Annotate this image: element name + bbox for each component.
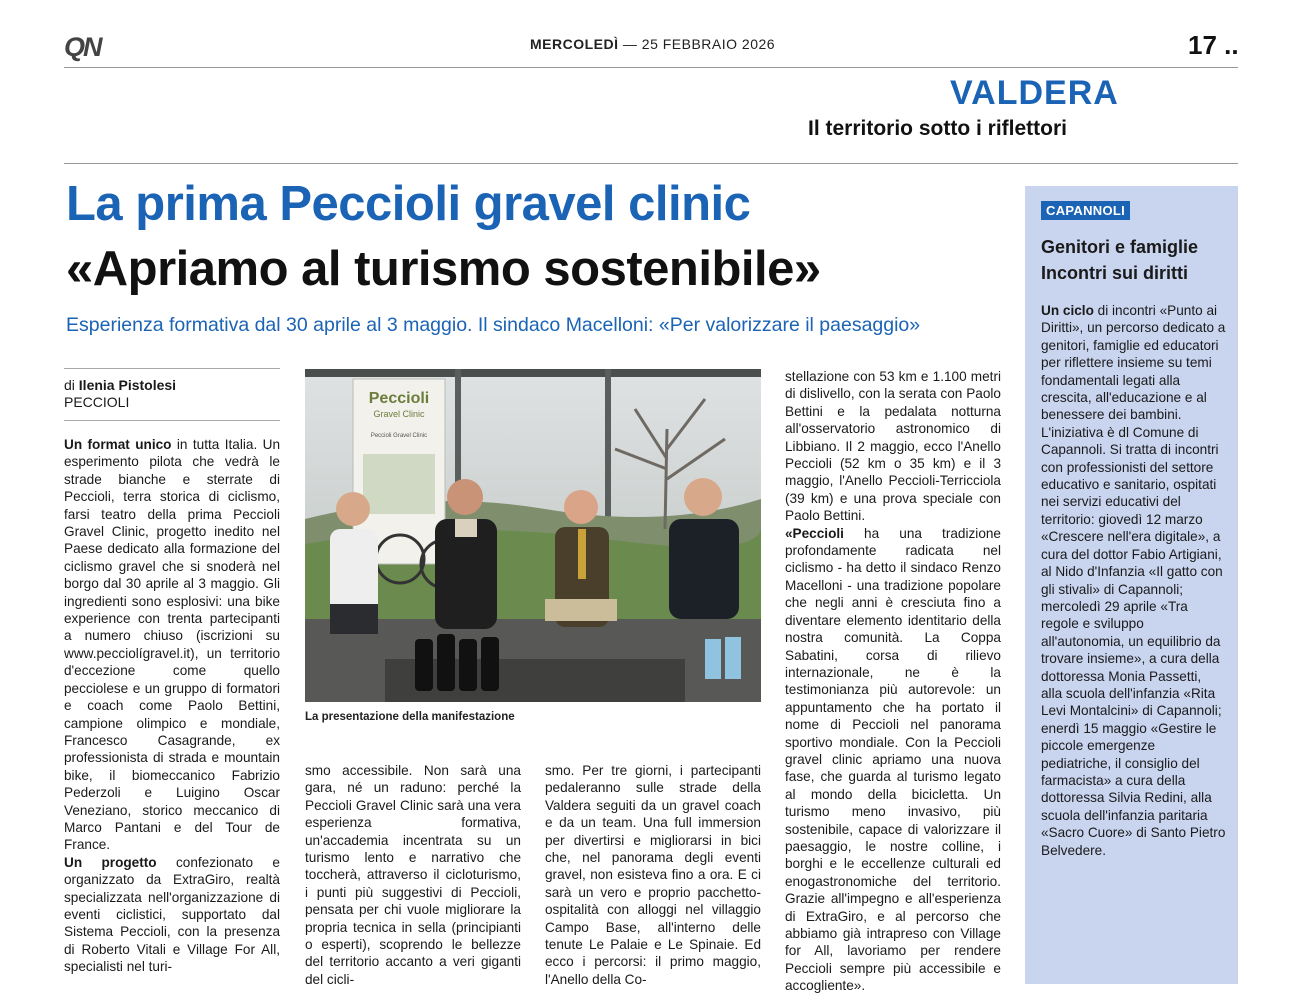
sidebar-headline-line-1: Genitori e famiglie (1041, 237, 1199, 257)
page-number: 17 .. (1188, 30, 1239, 60)
article-column-2 (305, 762, 521, 988)
paragraph: smo accessibile. Non sarà una gara, né un raduno: perché la Peccioli Gravel Clinic sarà una vera esperienza formativa, un'accademia incentrata su un turismo lento e narrativo che toccherà, attraverso il cicloturismo, i punti più suggestivi di Peccioli, pensata per chi vuole migliorare la propria tecnica in sella (principianti o esperti), scoprendo le bellezze del territorio accanto a veri giganti del cicli- (305, 763, 521, 987)
article-subtitle: Esperienza formativa dal 30 aprile al 3 maggio. Il sindaco Macelloni: «Per valorizzare il paesaggio» (66, 314, 921, 336)
sidebar-headline-line-2: Incontri sui diritti (1041, 263, 1188, 283)
paragraph-text: in tutta Italia. Un esperimento pilota che vedrà le strade bianche e sterrate di Peccioli, terra storica di ciclismo, farsi teatro della prima Peccioli Gravel Clinic, progetto inedito nel Paese dedicato alla formazione del ciclismo gravel che si snoderà nel borgo dal 30 aprile al 3 maggio. Gli ingredienti sono esplosivi: una bike experience con trenta partecipanti a numero chiuso (iscrizioni su www.pecciolígravel.it), un territorio d'eccezione come quello pecciolese e un gruppo di formatori e coach come Paolo Bettini, campione olimpico e mondiale, Francesco Casagrande, ex professionista di strada e mountain bike, il biomeccanico Fabrizio Pederzoli e Luigino Oscar Veneziano, storico meccanico di Marco Pantani e del Tour de France. (64, 437, 281, 853)
headline-line-2: «Apriamo al turismo sostenibile» (66, 242, 821, 296)
paragraph-lead: «Peccioli (785, 525, 844, 541)
paragraph-lead: Un progetto (64, 854, 157, 870)
paragraph: stellazione con 53 km e 1.100 metri di dislivello, con la serata con Paolo Bettini e la pedalata notturna all'osservatorio astronomico di Libbiano. Il 2 maggio, ecco l'Anello Peccioli (52 km o 35 km) e il 3 maggio, l'Anello Peccioli-Terricciola (39 km) e una prova speciale con Paolo Bettini. (785, 369, 1001, 524)
paragraph-text: ha una tradizione profondamente radicata nel ciclismo - ha detto il sindaco Renzo Macelloni - una tradizione popolare che negli anni è cresciuta fino a diventare elemento identitario della nostra comunità. La Coppa Sabatini, corsa di rilievo internazionale, ne è la testimonianza più autorevole: un appuntamento che ha portato il nome di Peccioli nel panorama sportivo mondiale. Con la Peccioli gravel clinic apriamo una nuova fase, che guarda al turismo legato al mondo della bicicletta. Un turismo meno invasivo, più sostenibile, capace di valorizzare il paesaggio, le nostre colline, i borghi e le eccellenze culturali ed enogastronomiche del territorio. Grazie all'impegno e all'esperienza di ExtraGiro, e al percorso che abbiamo già intrapreso con Village for All, lavoriamo per rendere Peccioli sempre più accessibile e accogliente». (785, 525, 1001, 994)
newspaper-logo: QN (64, 32, 101, 62)
article-photo (305, 369, 761, 702)
dateline-date: — 25 FEBBRAIO 2026 (622, 36, 776, 52)
byline-author: Ilenia Pistolesi (78, 377, 177, 393)
article-column-4 (785, 368, 1001, 995)
paragraph (785, 525, 1001, 995)
sidebar-lead: Un ciclo (1041, 303, 1094, 318)
dateline-day: MERCOLEDÌ (530, 36, 619, 52)
dateline (530, 36, 775, 52)
article-column-1 (64, 436, 280, 976)
sidebar-body: di incontri «Punto ai Diritti», un percorso dedicato a genitori, famiglie ed educatori per riflettere insieme su temi fondamentali legati alla crescita, all'educazione e al benessere dei bambini. L'iniziativa è dl Comune di Capannoli. Si tratta di incontri con professionisti del settore educativo e sanitario, ospitati nei servizi educativi del territorio: giovedì 12 marzo «Crescere nell'era digitale», a cura del dottor Fabio Artigiani, al Nido d'Infanzia «Il gatto con gli stivali» di Capannoli; mercoledì 29 aprile «Tra regole e sviluppo all'autonomia, un equilibrio da trovare insieme», a cura della dottoressa Monia Passetti, alla scuola dell'infanzia «Rita Levi Montalcini» di Capannoli; enerdì 15 maggio «Gestire le piccole emergenze pediatriche, il consiglio del farmacista» a cura della dottoressa Silvia Redini, alla scuola dell'infanzia paritaria «Sacro Cuore» di Santo Pietro Belvedere. (1041, 303, 1226, 858)
paragraph-lead: Un format unico (64, 437, 172, 452)
paragraph-text: confezionato e organizzato da ExtraGiro, realtà specializzata nell'organizzazione di eventi ciclistici, supportato dal Sistema Peccioli, con la presenza di Roberto Vitali e Village For All, specialisti nel turi- (64, 854, 280, 975)
banner-small: Peccioli Gravel Clinic (370, 433, 428, 439)
banner-brand-sub: Gravel Clinic (373, 409, 425, 419)
section-subtitle: Il territorio sotto i riflettori (808, 117, 1068, 140)
section-rule (64, 163, 1238, 164)
paragraph: smo. Per tre giorni, i partecipanti pedaleranno sulle strade della Valdera seguiti da un gravel coach e da un team. Una full immersion per divertirsi e migliorarsi in bici che, nel panorama degli eventi gravel, non esisteva fino a ora. E ci sarà un vero e proprio pacchetto-ospitalità con alloggi nel villaggio Campo Base, all'interno delle tenute Le Palaie e Le Spinaie. Ed ecco i percorsi: il primo maggio, l'Anello della Co- (545, 763, 761, 987)
article-column-3 (545, 762, 761, 988)
byline (64, 377, 176, 411)
photo-caption: La presentazione della manifestazione (305, 711, 515, 723)
byline-rule-top (64, 368, 280, 369)
sidebar-headline (1041, 234, 1231, 286)
byline-prefix: di (64, 377, 75, 393)
banner-brand: Peccioli (368, 390, 430, 407)
byline-rule-bottom (64, 420, 280, 421)
header-rule (64, 67, 1238, 68)
photo-illustration (305, 369, 761, 702)
sidebar-tag: CAPANNOLI (1041, 201, 1130, 220)
byline-location: PECCIOLI (64, 394, 130, 410)
paragraph (64, 436, 280, 854)
section-title: VALDERA (950, 74, 1119, 112)
paragraph (64, 854, 280, 976)
sidebar-text (1041, 302, 1226, 859)
headline-line-1: La prima Peccioli gravel clinic (66, 177, 751, 231)
